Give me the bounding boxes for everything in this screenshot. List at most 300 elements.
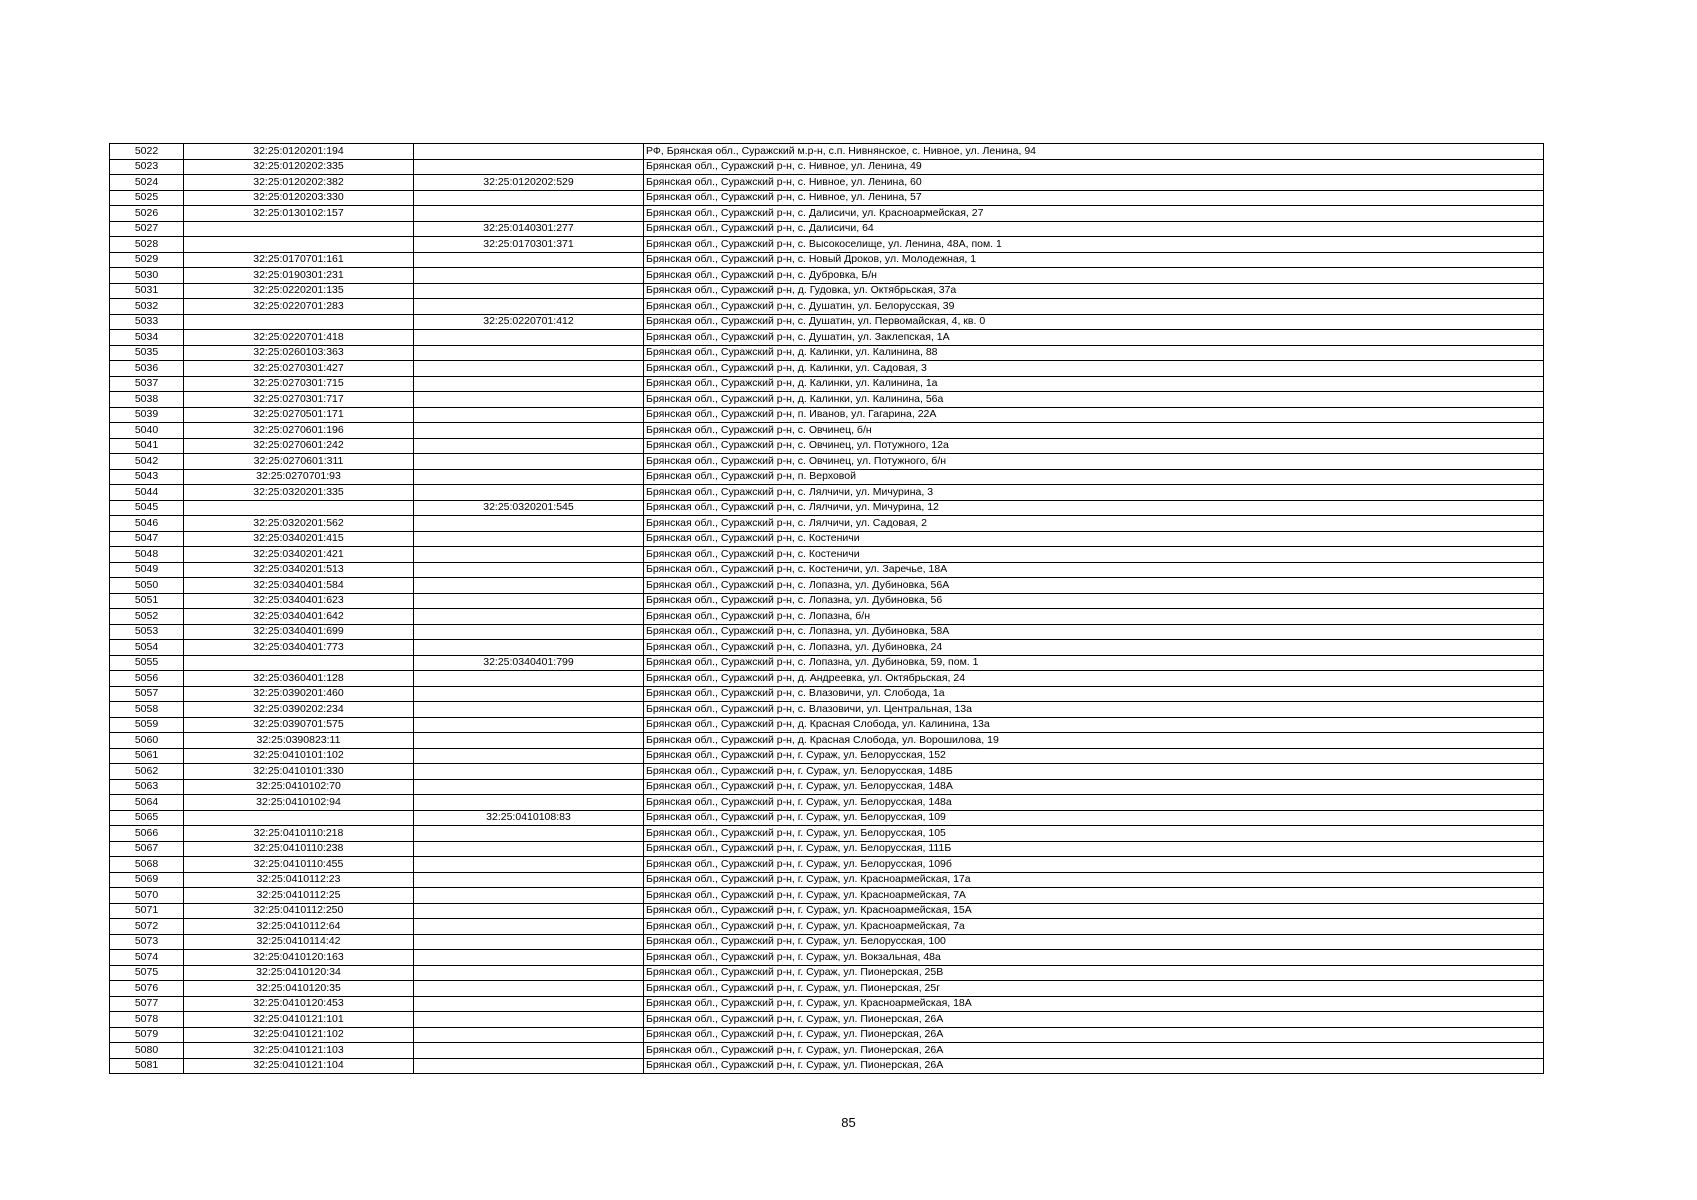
- related-cadastral-number-cell: [414, 733, 644, 749]
- related-cadastral-number-cell: 32:25:0220701:412: [414, 314, 644, 330]
- address-cell: Брянская обл., Суражский р-н, г. Сураж, ул. Пионерская, 26А: [644, 1027, 1544, 1043]
- related-cadastral-number-cell: [414, 888, 644, 904]
- address-cell: Брянская обл., Суражский р-н, с. Овчинец, ул. Потужного, б/н: [644, 454, 1544, 470]
- cadastral-number-cell: 32:25:0270301:427: [184, 361, 414, 377]
- related-cadastral-number-cell: [414, 376, 644, 392]
- cadastral-number-cell: 32:25:0410121:101: [184, 1012, 414, 1028]
- row-number-cell: 5022: [110, 144, 184, 160]
- address-cell: Брянская обл., Суражский р-н, г. Сураж, ул. Белорусская, 109: [644, 810, 1544, 826]
- row-number-cell: 5036: [110, 361, 184, 377]
- related-cadastral-number-cell: [414, 330, 644, 346]
- related-cadastral-number-cell: [414, 1043, 644, 1059]
- related-cadastral-number-cell: [414, 159, 644, 175]
- row-number-cell: 5024: [110, 175, 184, 191]
- row-number-cell: 5075: [110, 965, 184, 981]
- table-row: [110, 237, 1544, 253]
- cadastral-number-cell: 32:25:0120203:330: [184, 190, 414, 206]
- row-number-cell: 5023: [110, 159, 184, 175]
- row-number-cell: 5033: [110, 314, 184, 330]
- row-number-cell: 5067: [110, 841, 184, 857]
- address-cell: Брянская обл., Суражский р-н, п. Верховой: [644, 469, 1544, 485]
- related-cadastral-number-cell: [414, 547, 644, 563]
- related-cadastral-number-cell: [414, 516, 644, 532]
- cadastral-number-cell: 32:25:0270601:196: [184, 423, 414, 439]
- cadastral-number-cell: 32:25:0410112:250: [184, 903, 414, 919]
- table-row: [110, 888, 1544, 904]
- row-number-cell: 5047: [110, 531, 184, 547]
- related-cadastral-number-cell: [414, 206, 644, 222]
- related-cadastral-number-cell: [414, 438, 644, 454]
- related-cadastral-number-cell: [414, 144, 644, 160]
- address-cell: Брянская обл., Суражский р-н, с. Лялчичи, ул. Мичурина, 12: [644, 500, 1544, 516]
- cadastral-number-cell: 32:25:0410110:218: [184, 826, 414, 842]
- table-row: [110, 175, 1544, 191]
- table-row: [110, 671, 1544, 687]
- row-number-cell: 5081: [110, 1058, 184, 1074]
- row-number-cell: 5074: [110, 950, 184, 966]
- address-cell: Брянская обл., Суражский р-н, г. Сураж, ул. Красноармейская, 7А: [644, 888, 1544, 904]
- related-cadastral-number-cell: [414, 826, 644, 842]
- table-row: [110, 733, 1544, 749]
- table-row: [110, 810, 1544, 826]
- related-cadastral-number-cell: [414, 640, 644, 656]
- row-number-cell: 5037: [110, 376, 184, 392]
- address-cell: Брянская обл., Суражский р-н, с. Высокоселище, ул. Ленина, 48А, пом. 1: [644, 237, 1544, 253]
- address-cell: Брянская обл., Суражский р-н, с. Влазовичи, ул. Центральная, 13а: [644, 702, 1544, 718]
- related-cadastral-number-cell: [414, 624, 644, 640]
- cadastral-number-cell: 32:25:0410110:238: [184, 841, 414, 857]
- row-number-cell: 5078: [110, 1012, 184, 1028]
- address-cell: Брянская обл., Суражский р-н, с. Лопазна, б/н: [644, 609, 1544, 625]
- row-number-cell: 5045: [110, 500, 184, 516]
- related-cadastral-number-cell: 32:25:0120202:529: [414, 175, 644, 191]
- address-cell: Брянская обл., Суражский р-н, д. Калинки, ул. Садовая, 3: [644, 361, 1544, 377]
- table-row: [110, 609, 1544, 625]
- cadastral-number-cell: [184, 314, 414, 330]
- address-cell: Брянская обл., Суражский р-н, г. Сураж, ул. Вокзальная, 48а: [644, 950, 1544, 966]
- table-row: [110, 407, 1544, 423]
- table-row: [110, 795, 1544, 811]
- address-cell: Брянская обл., Суражский р-н, г. Сураж, ул. Белорусская, 148Б: [644, 764, 1544, 780]
- row-number-cell: 5030: [110, 268, 184, 284]
- table-row: [110, 841, 1544, 857]
- cadastral-number-cell: 32:25:0220201:135: [184, 283, 414, 299]
- table-row: [110, 981, 1544, 997]
- table-row: [110, 190, 1544, 206]
- cadastral-number-cell: 32:25:0220701:418: [184, 330, 414, 346]
- table-row: [110, 345, 1544, 361]
- table-row: [110, 361, 1544, 377]
- related-cadastral-number-cell: [414, 578, 644, 594]
- address-cell: Брянская обл., Суражский р-н, с. Лопазна, ул. Дубиновка, 56: [644, 593, 1544, 609]
- row-number-cell: 5050: [110, 578, 184, 594]
- cadastral-number-cell: 32:25:0390701:575: [184, 717, 414, 733]
- row-number-cell: 5025: [110, 190, 184, 206]
- row-number-cell: 5039: [110, 407, 184, 423]
- address-cell: Брянская обл., Суражский р-н, с. Лялчичи, ул. Мичурина, 3: [644, 485, 1544, 501]
- cadastral-number-cell: 32:25:0270301:717: [184, 392, 414, 408]
- address-cell: Брянская обл., Суражский р-н, д. Красная Слобода, ул. Калинина, 13а: [644, 717, 1544, 733]
- related-cadastral-number-cell: [414, 252, 644, 268]
- cadastral-number-cell: 32:25:0270601:242: [184, 438, 414, 454]
- cadastral-number-cell: 32:25:0410102:70: [184, 779, 414, 795]
- row-number-cell: 5052: [110, 609, 184, 625]
- row-number-cell: 5044: [110, 485, 184, 501]
- address-cell: Брянская обл., Суражский р-н, с. Душатин, ул. Первомайская, 4, кв. 0: [644, 314, 1544, 330]
- table-row: [110, 330, 1544, 346]
- row-number-cell: 5029: [110, 252, 184, 268]
- row-number-cell: 5049: [110, 562, 184, 578]
- table-row: [110, 376, 1544, 392]
- related-cadastral-number-cell: [414, 392, 644, 408]
- cadastral-number-cell: 32:25:0410120:163: [184, 950, 414, 966]
- cadastral-number-cell: 32:25:0320201:562: [184, 516, 414, 532]
- row-number-cell: 5071: [110, 903, 184, 919]
- related-cadastral-number-cell: [414, 919, 644, 935]
- cadastral-number-cell: 32:25:0410120:453: [184, 996, 414, 1012]
- related-cadastral-number-cell: 32:25:0320201:545: [414, 500, 644, 516]
- cadastral-number-cell: 32:25:0410101:102: [184, 748, 414, 764]
- related-cadastral-number-cell: [414, 717, 644, 733]
- table-row: [110, 779, 1544, 795]
- table-row: [110, 438, 1544, 454]
- related-cadastral-number-cell: [414, 562, 644, 578]
- table-row: [110, 640, 1544, 656]
- address-cell: Брянская обл., Суражский р-н, г. Сураж, ул. Белорусская, 148а: [644, 795, 1544, 811]
- row-number-cell: 5079: [110, 1027, 184, 1043]
- address-cell: Брянская обл., Суражский р-н, с. Костеничи, ул. Заречье, 18А: [644, 562, 1544, 578]
- row-number-cell: 5062: [110, 764, 184, 780]
- row-number-cell: 5064: [110, 795, 184, 811]
- cadastral-number-cell: 32:25:0120201:194: [184, 144, 414, 160]
- cadastral-number-cell: 32:25:0270601:311: [184, 454, 414, 470]
- related-cadastral-number-cell: [414, 857, 644, 873]
- address-cell: Брянская обл., Суражский р-н, с. Нивное, ул. Ленина, 49: [644, 159, 1544, 175]
- cadastral-number-cell: 32:25:0410121:103: [184, 1043, 414, 1059]
- related-cadastral-number-cell: [414, 671, 644, 687]
- table-row: [110, 562, 1544, 578]
- row-number-cell: 5057: [110, 686, 184, 702]
- related-cadastral-number-cell: [414, 423, 644, 439]
- table-row: [110, 717, 1544, 733]
- row-number-cell: 5066: [110, 826, 184, 842]
- address-cell: Брянская обл., Суражский р-н, с. Влазовичи, ул. Слобода, 1а: [644, 686, 1544, 702]
- cadastral-number-cell: [184, 500, 414, 516]
- row-number-cell: 5031: [110, 283, 184, 299]
- address-cell: Брянская обл., Суражский р-н, с. Душатин, ул. Белорусская, 39: [644, 299, 1544, 315]
- cadastral-number-cell: 32:25:0340201:415: [184, 531, 414, 547]
- table-row: [110, 826, 1544, 842]
- table-row: [110, 934, 1544, 950]
- related-cadastral-number-cell: 32:25:0410108:83: [414, 810, 644, 826]
- row-number-cell: 5069: [110, 872, 184, 888]
- cadastral-number-cell: 32:25:0410112:25: [184, 888, 414, 904]
- related-cadastral-number-cell: 32:25:0170301:371: [414, 237, 644, 253]
- table-row: [110, 469, 1544, 485]
- cadastral-number-cell: 32:25:0260103:363: [184, 345, 414, 361]
- page-number: 85: [841, 1115, 856, 1130]
- table-row: [110, 314, 1544, 330]
- table-row: [110, 547, 1544, 563]
- related-cadastral-number-cell: [414, 872, 644, 888]
- related-cadastral-number-cell: [414, 686, 644, 702]
- address-cell: Брянская обл., Суражский р-н, с. Новый Дроков, ул. Молодежная, 1: [644, 252, 1544, 268]
- table-row: [110, 392, 1544, 408]
- cadastral-number-cell: 32:25:0410112:23: [184, 872, 414, 888]
- related-cadastral-number-cell: [414, 190, 644, 206]
- cadastral-number-cell: 32:25:0410121:104: [184, 1058, 414, 1074]
- related-cadastral-number-cell: [414, 469, 644, 485]
- address-cell: Брянская обл., Суражский р-н, д. Красная Слобода, ул. Ворошилова, 19: [644, 733, 1544, 749]
- related-cadastral-number-cell: [414, 795, 644, 811]
- row-number-cell: 5063: [110, 779, 184, 795]
- row-number-cell: 5032: [110, 299, 184, 315]
- table-row: [110, 516, 1544, 532]
- row-number-cell: 5058: [110, 702, 184, 718]
- row-number-cell: 5070: [110, 888, 184, 904]
- cadastral-number-cell: 32:25:0170701:161: [184, 252, 414, 268]
- related-cadastral-number-cell: [414, 268, 644, 284]
- registry-table-body: [110, 144, 1544, 1074]
- row-number-cell: 5059: [110, 717, 184, 733]
- table-row: [110, 531, 1544, 547]
- related-cadastral-number-cell: 32:25:0340401:799: [414, 655, 644, 671]
- related-cadastral-number-cell: [414, 299, 644, 315]
- table-row: [110, 1058, 1544, 1074]
- row-number-cell: 5043: [110, 469, 184, 485]
- address-cell: Брянская обл., Суражский р-н, д. Калинки, ул. Калинина, 1а: [644, 376, 1544, 392]
- cadastral-number-cell: [184, 221, 414, 237]
- related-cadastral-number-cell: [414, 779, 644, 795]
- address-cell: Брянская обл., Суражский р-н, с. Нивное, ул. Ленина, 57: [644, 190, 1544, 206]
- address-cell: Брянская обл., Суражский р-н, с. Костеничи: [644, 547, 1544, 563]
- cadastral-number-cell: 32:25:0410110:455: [184, 857, 414, 873]
- address-cell: Брянская обл., Суражский р-н, с. Овчинец, б/н: [644, 423, 1544, 439]
- cadastral-number-cell: [184, 237, 414, 253]
- address-cell: Брянская обл., Суражский р-н, г. Сураж, ул. Белорусская, 105: [644, 826, 1544, 842]
- cadastral-number-cell: [184, 810, 414, 826]
- related-cadastral-number-cell: [414, 531, 644, 547]
- related-cadastral-number-cell: [414, 934, 644, 950]
- cadastral-number-cell: 32:25:0410120:34: [184, 965, 414, 981]
- table-row: [110, 624, 1544, 640]
- table-row: [110, 485, 1544, 501]
- cadastral-number-cell: 32:25:0340201:513: [184, 562, 414, 578]
- related-cadastral-number-cell: [414, 593, 644, 609]
- table-row: [110, 283, 1544, 299]
- related-cadastral-number-cell: [414, 841, 644, 857]
- cadastral-number-cell: 32:25:0410114:42: [184, 934, 414, 950]
- cadastral-number-cell: 32:25:0390201:460: [184, 686, 414, 702]
- related-cadastral-number-cell: [414, 981, 644, 997]
- row-number-cell: 5027: [110, 221, 184, 237]
- row-number-cell: 5072: [110, 919, 184, 935]
- table-row: [110, 996, 1544, 1012]
- address-cell: Брянская обл., Суражский р-н, с. Далисичи, ул. Красноармейская, 27: [644, 206, 1544, 222]
- related-cadastral-number-cell: [414, 609, 644, 625]
- related-cadastral-number-cell: [414, 1027, 644, 1043]
- related-cadastral-number-cell: [414, 996, 644, 1012]
- row-number-cell: 5038: [110, 392, 184, 408]
- address-cell: Брянская обл., Суражский р-н, с. Костеничи: [644, 531, 1544, 547]
- address-cell: Брянская обл., Суражский р-н, г. Сураж, ул. Пионерская, 25г: [644, 981, 1544, 997]
- row-number-cell: 5041: [110, 438, 184, 454]
- cadastral-number-cell: 32:25:0340401:642: [184, 609, 414, 625]
- row-number-cell: 5040: [110, 423, 184, 439]
- table-row: [110, 1027, 1544, 1043]
- table-row: [110, 578, 1544, 594]
- address-cell: Брянская обл., Суражский р-н, с. Лопазна, ул. Дубиновка, 56А: [644, 578, 1544, 594]
- address-cell: Брянская обл., Суражский р-н, д. Гудовка, ул. Октябрьская, 37а: [644, 283, 1544, 299]
- address-cell: Брянская обл., Суражский р-н, с. Лопазна, ул. Дубиновка, 59, пом. 1: [644, 655, 1544, 671]
- cadastral-number-cell: 32:25:0340401:623: [184, 593, 414, 609]
- table-row: [110, 903, 1544, 919]
- row-number-cell: 5054: [110, 640, 184, 656]
- row-number-cell: 5056: [110, 671, 184, 687]
- row-number-cell: 5068: [110, 857, 184, 873]
- table-row: [110, 221, 1544, 237]
- table-row: [110, 1043, 1544, 1059]
- table-row: [110, 252, 1544, 268]
- related-cadastral-number-cell: [414, 361, 644, 377]
- address-cell: Брянская обл., Суражский р-н, г. Сураж, ул. Белорусская, 111Б: [644, 841, 1544, 857]
- related-cadastral-number-cell: [414, 454, 644, 470]
- related-cadastral-number-cell: [414, 485, 644, 501]
- cadastral-number-cell: 32:25:0410121:102: [184, 1027, 414, 1043]
- cadastral-number-cell: [184, 655, 414, 671]
- cadastral-number-cell: 32:25:0340401:584: [184, 578, 414, 594]
- address-cell: Брянская обл., Суражский р-н, г. Сураж, ул. Красноармейская, 17а: [644, 872, 1544, 888]
- related-cadastral-number-cell: [414, 1012, 644, 1028]
- address-cell: Брянская обл., Суражский р-н, г. Сураж, ул. Пионерская, 26А: [644, 1058, 1544, 1074]
- address-cell: Брянская обл., Суражский р-н, с. Дубровка, Б/н: [644, 268, 1544, 284]
- cadastral-number-cell: 32:25:0130102:157: [184, 206, 414, 222]
- related-cadastral-number-cell: [414, 283, 644, 299]
- address-cell: Брянская обл., Суражский р-н, с. Овчинец, ул. Потужного, 12а: [644, 438, 1544, 454]
- table-row: [110, 1012, 1544, 1028]
- row-number-cell: 5060: [110, 733, 184, 749]
- address-cell: Брянская обл., Суражский р-н, с. Лялчичи, ул. Садовая, 2: [644, 516, 1544, 532]
- address-cell: Брянская обл., Суражский р-н, г. Сураж, ул. Белорусская, 100: [644, 934, 1544, 950]
- cadastral-number-cell: 32:25:0410102:94: [184, 795, 414, 811]
- address-cell: Брянская обл., Суражский р-н, г. Сураж, ул. Красноармейская, 7а: [644, 919, 1544, 935]
- table-row: [110, 206, 1544, 222]
- address-cell: Брянская обл., Суражский р-н, г. Сураж, ул. Пионерская, 26А: [644, 1043, 1544, 1059]
- cadastral-number-cell: 32:25:0390823:11: [184, 733, 414, 749]
- table-row: [110, 764, 1544, 780]
- row-number-cell: 5035: [110, 345, 184, 361]
- table-row: [110, 299, 1544, 315]
- address-cell: Брянская обл., Суражский р-н, с. Душатин, ул. Заклепская, 1А: [644, 330, 1544, 346]
- row-number-cell: 5026: [110, 206, 184, 222]
- address-cell: Брянская обл., Суражский р-н, д. Калинки, ул. Калинина, 88: [644, 345, 1544, 361]
- address-cell: Брянская обл., Суражский р-н, г. Сураж, ул. Пионерская, 25В: [644, 965, 1544, 981]
- table-row: [110, 686, 1544, 702]
- table-row: [110, 702, 1544, 718]
- cadastral-number-cell: 32:25:0320201:335: [184, 485, 414, 501]
- row-number-cell: 5046: [110, 516, 184, 532]
- table-row: [110, 500, 1544, 516]
- row-number-cell: 5042: [110, 454, 184, 470]
- table-row: [110, 159, 1544, 175]
- address-cell: Брянская обл., Суражский р-н, г. Сураж, ул. Белорусская, 152: [644, 748, 1544, 764]
- related-cadastral-number-cell: [414, 345, 644, 361]
- table-row: [110, 655, 1544, 671]
- cadastral-number-cell: 32:25:0340401:699: [184, 624, 414, 640]
- row-number-cell: 5034: [110, 330, 184, 346]
- registry-table: [109, 143, 1544, 1074]
- address-cell: Брянская обл., Суражский р-н, с. Далисичи, 64: [644, 221, 1544, 237]
- related-cadastral-number-cell: 32:25:0140301:277: [414, 221, 644, 237]
- cadastral-number-cell: 32:25:0410120:35: [184, 981, 414, 997]
- cadastral-number-cell: 32:25:0270501:171: [184, 407, 414, 423]
- row-number-cell: 5065: [110, 810, 184, 826]
- cadastral-number-cell: 32:25:0340201:421: [184, 547, 414, 563]
- cadastral-number-cell: 32:25:0220701:283: [184, 299, 414, 315]
- cadastral-number-cell: 32:25:0390202:234: [184, 702, 414, 718]
- row-number-cell: 5051: [110, 593, 184, 609]
- row-number-cell: 5028: [110, 237, 184, 253]
- table-row: [110, 857, 1544, 873]
- related-cadastral-number-cell: [414, 764, 644, 780]
- related-cadastral-number-cell: [414, 1058, 644, 1074]
- address-cell: Брянская обл., Суражский р-н, г. Сураж, ул. Красноармейская, 15А: [644, 903, 1544, 919]
- cadastral-number-cell: 32:25:0410101:330: [184, 764, 414, 780]
- table-row: [110, 593, 1544, 609]
- related-cadastral-number-cell: [414, 748, 644, 764]
- address-cell: Брянская обл., Суражский р-н, с. Лопазна, ул. Дубиновка, 24: [644, 640, 1544, 656]
- address-cell: Брянская обл., Суражский р-н, д. Андреевка, ул. Октябрьская, 24: [644, 671, 1544, 687]
- related-cadastral-number-cell: [414, 965, 644, 981]
- cadastral-number-cell: 32:25:0120202:335: [184, 159, 414, 175]
- address-cell: Брянская обл., Суражский р-н, с. Лопазна, ул. Дубиновка, 58А: [644, 624, 1544, 640]
- table-row: [110, 144, 1544, 160]
- table-row: [110, 748, 1544, 764]
- table-row: [110, 965, 1544, 981]
- row-number-cell: 5061: [110, 748, 184, 764]
- address-cell: Брянская обл., Суражский р-н, д. Калинки, ул. Калинина, 56а: [644, 392, 1544, 408]
- related-cadastral-number-cell: [414, 903, 644, 919]
- row-number-cell: 5080: [110, 1043, 184, 1059]
- cadastral-number-cell: 32:25:0270701:93: [184, 469, 414, 485]
- table-row: [110, 454, 1544, 470]
- cadastral-number-cell: 32:25:0360401:128: [184, 671, 414, 687]
- table-row: [110, 950, 1544, 966]
- row-number-cell: 5053: [110, 624, 184, 640]
- address-cell: Брянская обл., Суражский р-н, г. Сураж, ул. Пионерская, 26А: [644, 1012, 1544, 1028]
- table-row: [110, 423, 1544, 439]
- address-cell: Брянская обл., Суражский р-н, г. Сураж, ул. Белорусская, 109б: [644, 857, 1544, 873]
- address-cell: Брянская обл., Суражский р-н, с. Нивное, ул. Ленина, 60: [644, 175, 1544, 191]
- row-number-cell: 5076: [110, 981, 184, 997]
- address-cell: РФ, Брянская обл., Суражский м.р-н, с.п. Нивнянское, с. Нивное, ул. Ленина, 94: [644, 144, 1544, 160]
- row-number-cell: 5077: [110, 996, 184, 1012]
- row-number-cell: 5073: [110, 934, 184, 950]
- address-cell: Брянская обл., Суражский р-н, г. Сураж, ул. Белорусская, 148А: [644, 779, 1544, 795]
- related-cadastral-number-cell: [414, 407, 644, 423]
- row-number-cell: 5055: [110, 655, 184, 671]
- cadastral-number-cell: 32:25:0120202:382: [184, 175, 414, 191]
- cadastral-number-cell: 32:25:0190301:231: [184, 268, 414, 284]
- cadastral-number-cell: 32:25:0340401:773: [184, 640, 414, 656]
- cadastral-number-cell: 32:25:0410112:64: [184, 919, 414, 935]
- address-cell: Брянская обл., Суражский р-н, г. Сураж, ул. Красноармейская, 18А: [644, 996, 1544, 1012]
- cadastral-number-cell: 32:25:0270301:715: [184, 376, 414, 392]
- related-cadastral-number-cell: [414, 702, 644, 718]
- address-cell: Брянская обл., Суражский р-н, п. Иванов, ул. Гагарина, 22А: [644, 407, 1544, 423]
- table-row: [110, 268, 1544, 284]
- related-cadastral-number-cell: [414, 950, 644, 966]
